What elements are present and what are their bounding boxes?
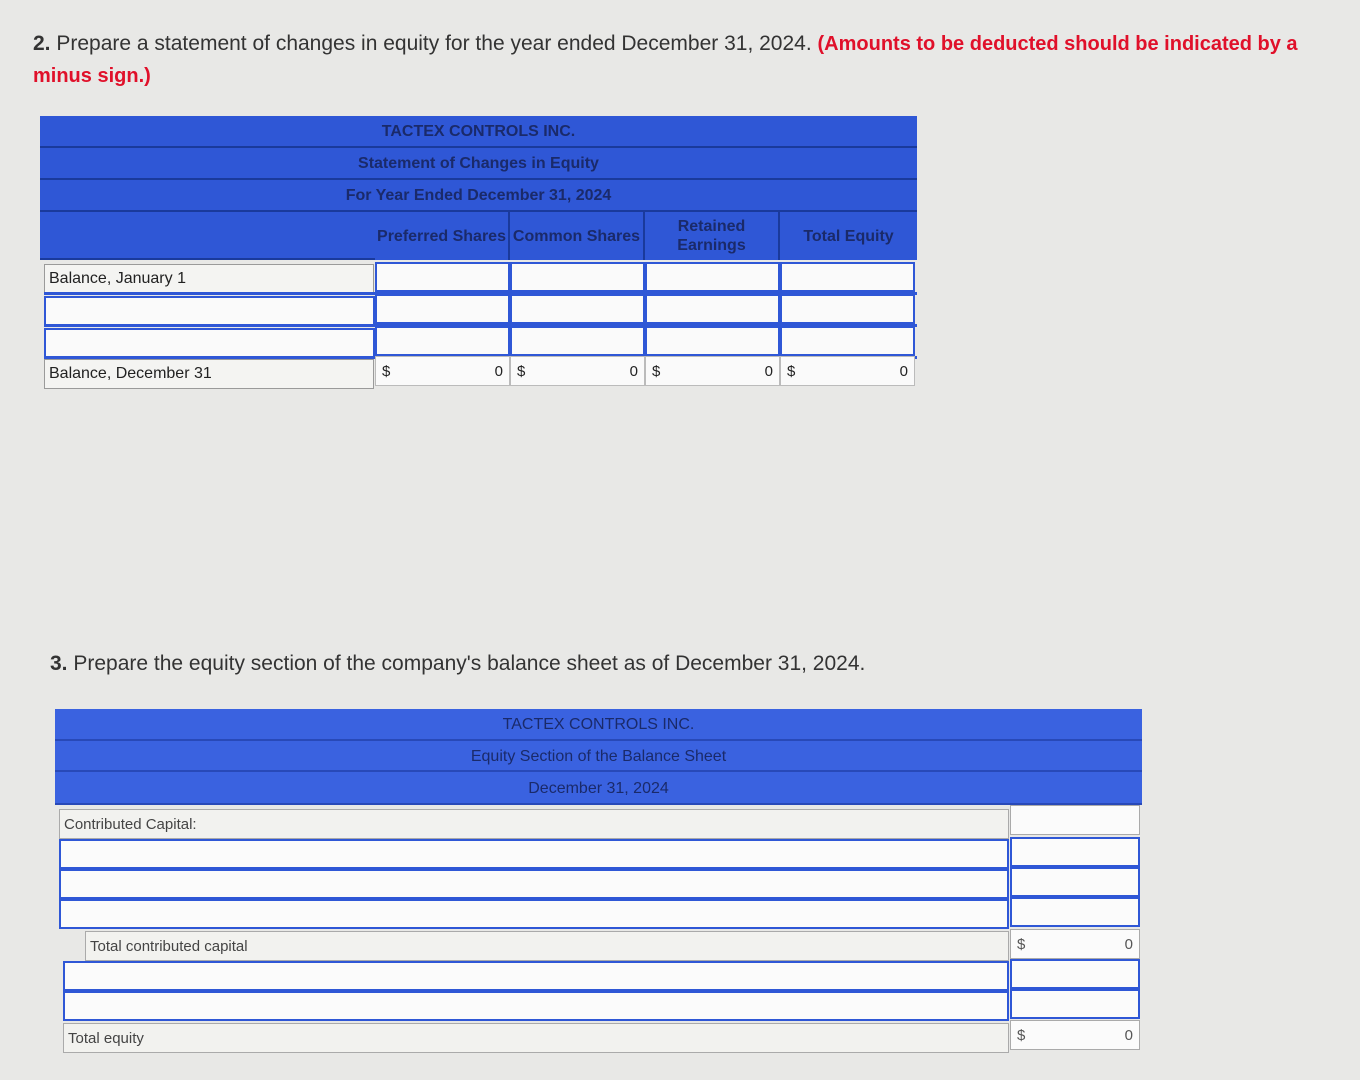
col-total-equity: Total Equity: [780, 212, 917, 260]
row-label-balance-dec31: Balance, December 31: [44, 359, 374, 389]
question-note: (Amounts to be deducted should be indicated by a minus sign.): [33, 33, 1298, 87]
col-retained-earnings: Retained Earnings: [645, 212, 780, 260]
question-3-prompt: [50, 652, 865, 676]
contributed-capital-amount: [1010, 805, 1140, 835]
input-capital-amount-3[interactable]: [1010, 897, 1140, 927]
input-retained-row2[interactable]: [645, 326, 780, 356]
total-value: 0: [1124, 1026, 1133, 1044]
input-equity-amount-1[interactable]: [1010, 959, 1140, 989]
date-header: December 31, 2024: [55, 772, 1142, 805]
input-capital-description-2[interactable]: [59, 869, 1009, 899]
currency-symbol: $: [1017, 1026, 1026, 1044]
statement-title-header: Statement of Changes in Equity: [40, 148, 917, 180]
input-common-row1[interactable]: [510, 294, 645, 324]
input-description-row2[interactable]: [44, 328, 375, 358]
row-label-balance-jan1: Balance, January 1: [44, 264, 374, 294]
input-capital-description-3[interactable]: [59, 899, 1009, 929]
col-preferred-shares: Preferred Shares: [375, 212, 510, 260]
total-value: 0: [494, 362, 503, 380]
input-retained-jan1[interactable]: [645, 262, 780, 292]
input-preferred-row1[interactable]: [375, 294, 510, 324]
question-2-prompt: [33, 28, 1323, 92]
total-equity-dec31: [780, 356, 915, 386]
input-capital-amount-1[interactable]: [1010, 837, 1140, 867]
currency-symbol: $: [787, 362, 796, 380]
input-description-row1[interactable]: [44, 296, 375, 326]
total-retained-dec31: [645, 356, 780, 386]
currency-symbol: $: [517, 362, 526, 380]
section-title-header: Equity Section of the Balance Sheet: [55, 741, 1142, 772]
total-value: 0: [1124, 935, 1133, 953]
total-contributed-capital-value: [1010, 929, 1140, 959]
input-equity-amount-2[interactable]: [1010, 989, 1140, 1019]
currency-symbol: $: [1017, 935, 1026, 953]
question-number: 3.: [50, 652, 68, 675]
question-number: 2.: [33, 32, 51, 55]
input-preferred-row2[interactable]: [375, 326, 510, 356]
total-equity-label: Total equity: [63, 1023, 1009, 1053]
period-header: For Year Ended December 31, 2024: [40, 180, 917, 212]
input-total-row1[interactable]: [780, 294, 915, 324]
input-equity-description-2[interactable]: [63, 991, 1009, 1021]
equity-section-table: [55, 709, 1142, 1054]
contributed-capital-label: Contributed Capital:: [59, 809, 1009, 839]
input-capital-description-1[interactable]: [59, 839, 1009, 869]
input-equity-description-1[interactable]: [63, 961, 1009, 991]
total-value: 0: [764, 362, 773, 380]
input-retained-row1[interactable]: [645, 294, 780, 324]
currency-symbol: $: [382, 362, 391, 380]
total-value: 0: [899, 362, 908, 380]
total-preferred-dec31: [375, 356, 510, 386]
total-common-dec31: [510, 356, 645, 386]
input-capital-amount-2[interactable]: [1010, 867, 1140, 897]
total-contributed-capital-label: Total contributed capital: [85, 931, 1009, 961]
question-text: Prepare a statement of changes in equity for the year ended December 31, 2024.: [56, 32, 812, 55]
total-equity-value: [1010, 1020, 1140, 1050]
input-total-row2[interactable]: [780, 326, 915, 356]
input-preferred-jan1[interactable]: [375, 262, 510, 292]
input-common-jan1[interactable]: [510, 262, 645, 292]
total-value: 0: [629, 362, 638, 380]
input-common-row2[interactable]: [510, 326, 645, 356]
col-common-shares: Common Shares: [510, 212, 645, 260]
statement-of-changes-table: [40, 116, 917, 388]
question-text: Prepare the equity section of the company's balance sheet as of December 31, 2024.: [73, 652, 866, 675]
company-name-header: TACTEX CONTROLS INC.: [40, 116, 917, 148]
company-name-header: TACTEX CONTROLS INC.: [55, 709, 1142, 741]
input-total-jan1[interactable]: [780, 262, 915, 292]
currency-symbol: $: [652, 362, 661, 380]
